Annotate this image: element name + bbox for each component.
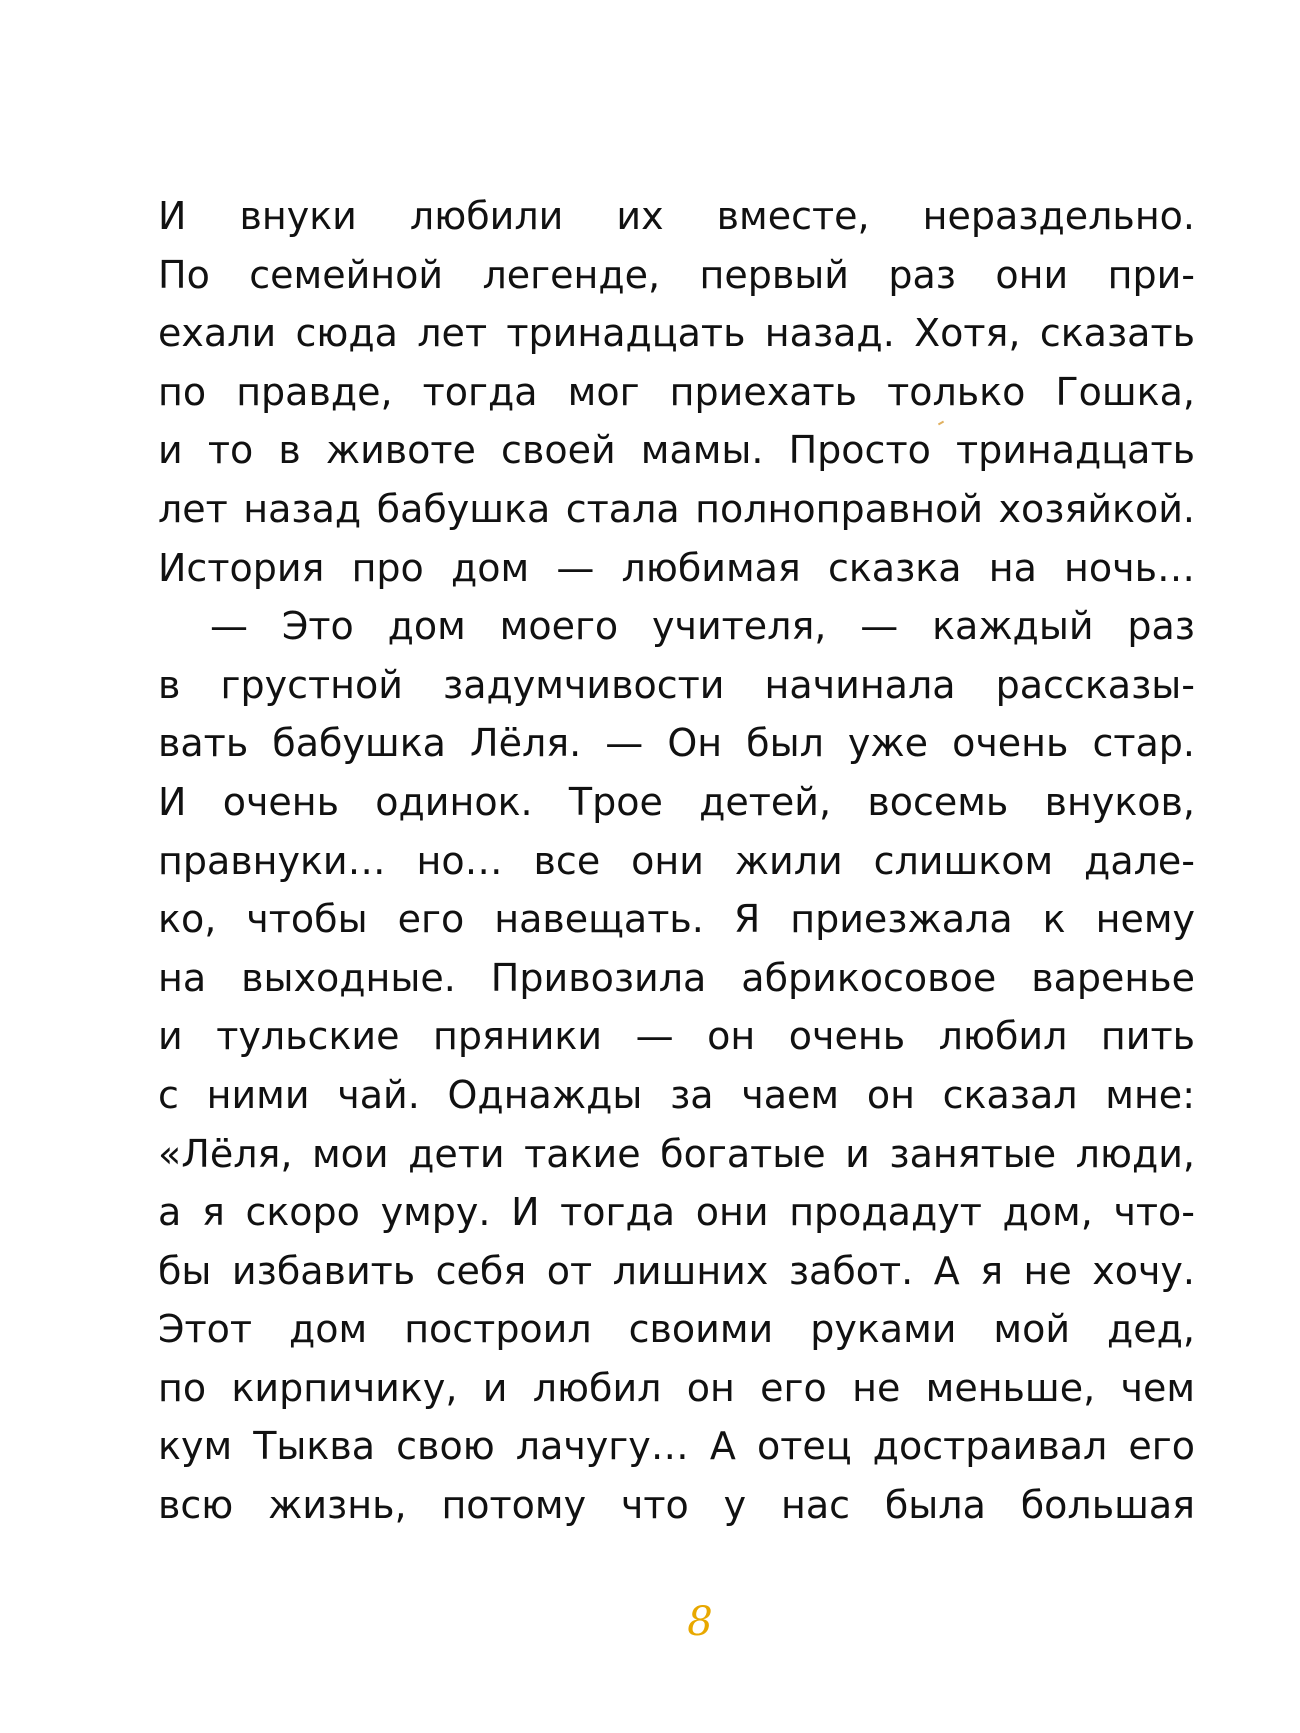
text-line: и тульские пряники — он очень любил пить (158, 1014, 1195, 1059)
text-line: по правде, тогда мог приехать только Гошка, (158, 369, 1195, 414)
text-line: с ними чай. Однажды за чаем он сказал мне: (158, 1072, 1195, 1117)
text-line-paragraph-start: — Это дом моего учителя, — каждый раз (210, 604, 1195, 649)
text-line: кум Тыква свою лачугу… А отец достраивал его (158, 1424, 1195, 1469)
text-line: По семейной легенде, первый раз они при- (158, 252, 1195, 297)
text-line: на выходные. Привозила абрикосовое варенье (158, 955, 1195, 1000)
text-line: И очень одинок. Трое детей, восемь внуков, (158, 779, 1195, 824)
text-line: в грустной задумчивости начинала рассказы- (158, 662, 1195, 707)
body-text (158, 187, 1195, 1535)
text-line: правнуки… но… все они жили слишком дале- (158, 838, 1195, 883)
text-line: Этот дом построил своими руками мой дед, (158, 1307, 1195, 1352)
text-line: И внуки любили их вместе, нераздельно. (158, 194, 1195, 238)
text-line: а я скоро умру. И тогда они продадут дом, что- (158, 1190, 1195, 1235)
text-line: ехали сюда лет тринадцать назад. Хотя, сказать (158, 311, 1195, 356)
text-line: «Лёля, мои дети такие богатые и занятые люди, (158, 1131, 1195, 1176)
text-line: всю жизнь, потому что у нас была большая (158, 1483, 1195, 1528)
text-line: вать бабушка Лёля. — Он был уже очень стар. (158, 721, 1195, 766)
text-line: История про дом — любимая сказка на ночь… (158, 545, 1195, 590)
text-line: по кирпичику, и любил он его не меньше, чем (158, 1365, 1195, 1410)
text-line: ко, чтобы его навещать. Я приезжала к нему (158, 897, 1195, 942)
text-line: лет назад бабушка стала полноправной хозяйкой. (158, 486, 1195, 531)
text-line: бы избавить себя от лишних забот. А я не хочу. (158, 1248, 1195, 1293)
text-line: и то в животе своей мамы. Просто тринадцать (158, 428, 1195, 473)
page-number: 8 (687, 1599, 713, 1645)
